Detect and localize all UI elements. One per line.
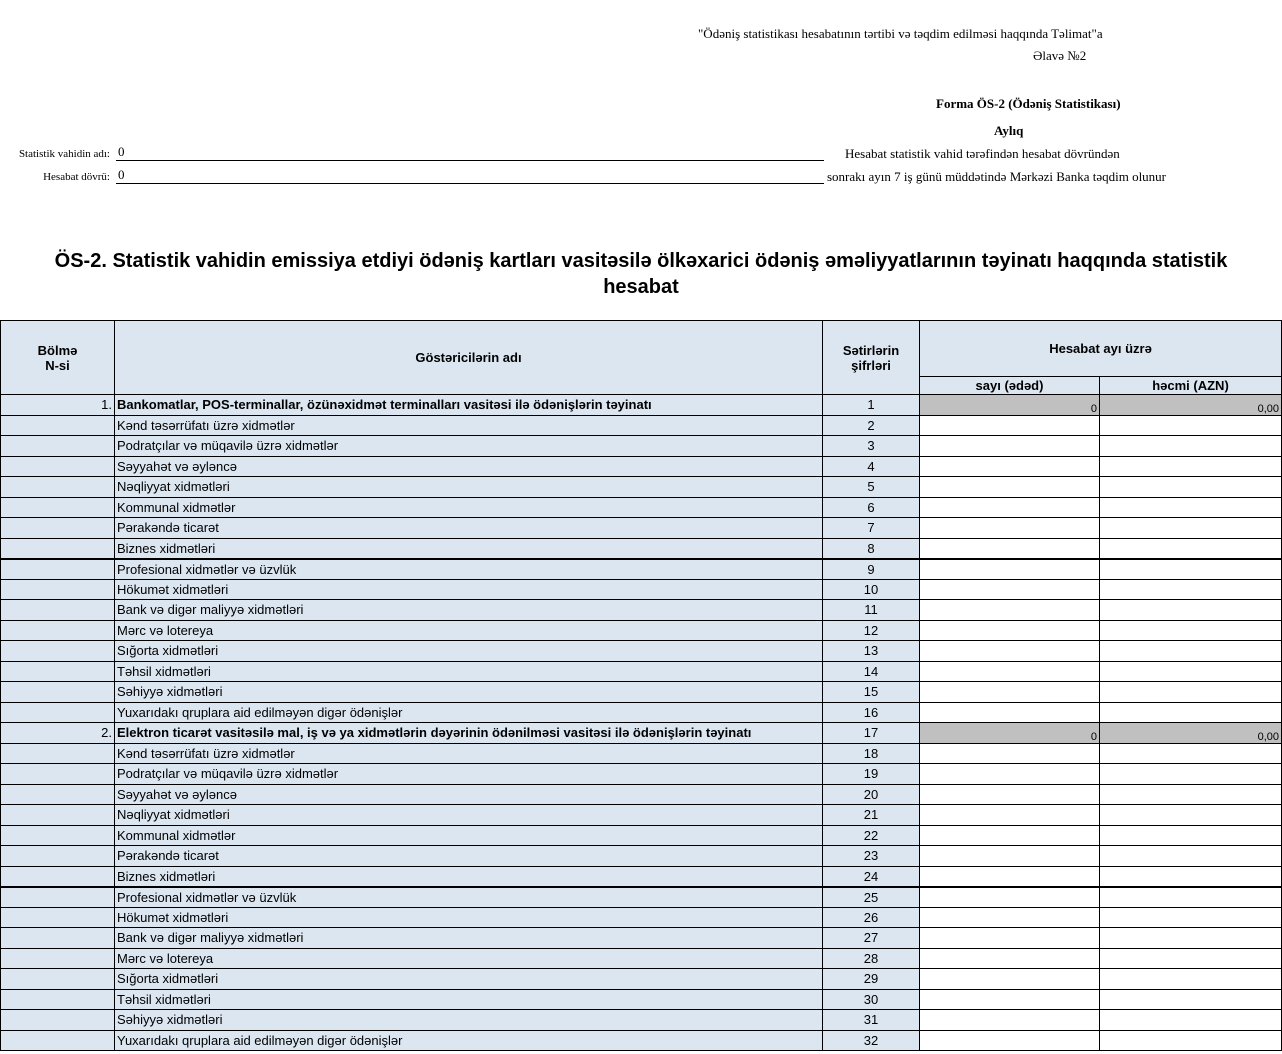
row-code-cell: 30 <box>823 989 920 1010</box>
row-count-cell: 0 <box>920 395 1100 416</box>
row-name-cell: Nəqliyyat xidmətləri <box>115 805 823 826</box>
row-count-cell[interactable] <box>920 702 1100 723</box>
col-section-line1: Bölmə <box>37 342 78 358</box>
row-name-cell: Profesional xidmətlər və üzvlük <box>115 559 823 580</box>
row-volume-cell[interactable] <box>1100 620 1282 641</box>
table-row <box>1 846 1282 867</box>
deadline-line-1: Hesabat statistik vahid tərəfindən hesabat dövründən <box>845 146 1120 161</box>
table-row <box>1 723 1282 744</box>
row-count-cell[interactable] <box>920 907 1100 928</box>
row-code-cell: 28 <box>823 948 920 969</box>
row-volume-cell[interactable] <box>1100 887 1282 908</box>
row-count-cell[interactable] <box>920 846 1100 867</box>
row-code-cell: 22 <box>823 825 920 846</box>
row-count-cell[interactable] <box>920 969 1100 990</box>
row-count-cell: 0 <box>920 723 1100 744</box>
row-section-cell <box>1 641 115 662</box>
row-code-cell: 16 <box>823 702 920 723</box>
row-code-cell: 25 <box>823 887 920 908</box>
row-section-cell <box>1 1030 115 1051</box>
row-name-cell: Səyyahət və əyləncə <box>115 784 823 805</box>
row-section-cell <box>1 415 115 436</box>
row-volume-cell[interactable] <box>1100 866 1282 887</box>
table-row <box>1 436 1282 457</box>
row-volume-cell[interactable] <box>1100 682 1282 703</box>
row-section-cell <box>1 702 115 723</box>
row-code-cell: 1 <box>823 395 920 416</box>
row-volume-cell[interactable] <box>1100 989 1282 1010</box>
row-name-cell: Təhsil xidmətləri <box>115 661 823 682</box>
row-section-cell <box>1 497 115 518</box>
table-row <box>1 538 1282 559</box>
row-section-cell <box>1 538 115 559</box>
row-count-cell[interactable] <box>920 436 1100 457</box>
row-code-cell: 4 <box>823 456 920 477</box>
row-name-cell: Təhsil xidmətləri <box>115 989 823 1010</box>
row-count-cell[interactable] <box>920 477 1100 498</box>
row-volume-cell[interactable] <box>1100 600 1282 621</box>
unit-name-label: Statistik vahidin adı: <box>18 148 110 160</box>
row-name-cell: Yuxarıdakı qruplara aid edilməyən digər ödənişlər <box>115 1030 823 1051</box>
row-section-cell <box>1 784 115 805</box>
table-row <box>1 579 1282 600</box>
row-volume-cell[interactable] <box>1100 846 1282 867</box>
table-row <box>1 1030 1282 1051</box>
row-section-cell <box>1 477 115 498</box>
report-frequency: Aylıq <box>994 123 1024 138</box>
row-code-cell: 32 <box>823 1030 920 1051</box>
row-section-cell <box>1 846 115 867</box>
row-volume-cell[interactable] <box>1100 477 1282 498</box>
row-count-cell[interactable] <box>920 641 1100 662</box>
row-count-cell[interactable] <box>920 415 1100 436</box>
row-volume-cell[interactable] <box>1100 579 1282 600</box>
row-volume-cell[interactable] <box>1100 538 1282 559</box>
table-row <box>1 477 1282 498</box>
row-code-cell: 23 <box>823 846 920 867</box>
row-section-cell <box>1 518 115 539</box>
table-row <box>1 559 1282 580</box>
col-code-line1: Sətirlərin <box>842 342 900 358</box>
row-code-cell: 14 <box>823 661 920 682</box>
row-volume-cell: 0,00 <box>1100 395 1282 416</box>
report-table <box>0 320 1282 1051</box>
table-row <box>1 641 1282 662</box>
row-section-cell <box>1 764 115 785</box>
col-period-header: Hesabat ayı üzrə <box>920 321 1282 377</box>
col-section-line2: N-si <box>45 357 70 373</box>
row-code-cell: 20 <box>823 784 920 805</box>
row-code-cell: 6 <box>823 497 920 518</box>
row-name-cell: Kommunal xidmətlər <box>115 497 823 518</box>
row-count-cell[interactable] <box>920 805 1100 826</box>
row-name-cell: Səhiyyə xidmətləri <box>115 682 823 703</box>
row-section-cell <box>1 682 115 703</box>
table-row <box>1 395 1282 416</box>
row-section-cell: 2. <box>1 723 115 744</box>
row-count-cell[interactable] <box>920 559 1100 580</box>
row-name-cell: Podratçılar və müqavilə üzrə xidmətlər <box>115 764 823 785</box>
row-count-cell[interactable] <box>920 538 1100 559</box>
row-volume-cell[interactable] <box>1100 436 1282 457</box>
row-section-cell: 1. <box>1 395 115 416</box>
row-name-cell: Kənd təsərrüfatı üzrə xidmətlər <box>115 415 823 436</box>
table-row <box>1 805 1282 826</box>
row-volume-cell[interactable] <box>1100 928 1282 949</box>
row-name-cell: Mərc və lotereya <box>115 948 823 969</box>
row-name-cell: Pərakəndə ticarət <box>115 518 823 539</box>
row-volume-cell[interactable] <box>1100 1010 1282 1031</box>
row-code-cell: 10 <box>823 579 920 600</box>
table-row <box>1 456 1282 477</box>
table-row <box>1 702 1282 723</box>
row-code-cell: 13 <box>823 641 920 662</box>
row-name-cell: Pərakəndə ticarət <box>115 846 823 867</box>
row-code-cell: 15 <box>823 682 920 703</box>
row-volume-cell[interactable] <box>1100 702 1282 723</box>
row-name-cell: Yuxarıdakı qruplara aid edilməyən digər ödənişlər <box>115 702 823 723</box>
row-count-cell[interactable] <box>920 600 1100 621</box>
row-volume-cell[interactable] <box>1100 456 1282 477</box>
row-code-cell: 21 <box>823 805 920 826</box>
row-section-cell <box>1 743 115 764</box>
row-name-cell: Səhiyyə xidmətləri <box>115 1010 823 1031</box>
row-section-cell <box>1 907 115 928</box>
row-count-cell[interactable] <box>920 620 1100 641</box>
row-code-cell: 29 <box>823 969 920 990</box>
row-count-cell[interactable] <box>920 866 1100 887</box>
row-name-cell: Elektron ticarət vasitəsilə mal, iş və ya xidmətlərin dəyərinin ödənilməsi vasitəsi ilə ödənişlərin təyinatı <box>115 723 823 744</box>
col-section-header <box>1 321 115 395</box>
row-name-cell: Nəqliyyat xidmətləri <box>115 477 823 498</box>
table-row <box>1 866 1282 887</box>
row-code-cell: 18 <box>823 743 920 764</box>
col-volume-header: həcmi (AZN) <box>1100 377 1282 395</box>
row-count-cell[interactable] <box>920 579 1100 600</box>
row-volume-cell[interactable] <box>1100 784 1282 805</box>
row-section-cell <box>1 559 115 580</box>
row-code-cell: 19 <box>823 764 920 785</box>
table-row <box>1 1010 1282 1031</box>
row-section-cell <box>1 600 115 621</box>
row-name-cell: Hökumət xidmətləri <box>115 579 823 600</box>
row-section-cell <box>1 661 115 682</box>
row-section-cell <box>1 866 115 887</box>
row-count-cell[interactable] <box>920 497 1100 518</box>
table-row <box>1 907 1282 928</box>
table-row <box>1 928 1282 949</box>
row-code-cell: 7 <box>823 518 920 539</box>
row-name-cell: Podratçılar və müqavilə üzrə xidmətlər <box>115 436 823 457</box>
row-count-cell[interactable] <box>920 1010 1100 1031</box>
row-name-cell: Sığorta xidmətləri <box>115 969 823 990</box>
row-name-cell: Profesional xidmətlər və üzvlük <box>115 887 823 908</box>
row-section-cell <box>1 825 115 846</box>
row-volume-cell[interactable] <box>1100 907 1282 928</box>
row-volume-cell[interactable] <box>1100 497 1282 518</box>
row-volume-cell[interactable] <box>1100 661 1282 682</box>
row-section-cell <box>1 579 115 600</box>
row-section-cell <box>1 620 115 641</box>
row-code-cell: 8 <box>823 538 920 559</box>
row-code-cell: 24 <box>823 866 920 887</box>
row-name-cell: Bank və digər maliyyə xidmətləri <box>115 928 823 949</box>
row-volume-cell[interactable] <box>1100 415 1282 436</box>
row-count-cell[interactable] <box>920 764 1100 785</box>
row-count-cell[interactable] <box>920 825 1100 846</box>
row-section-cell <box>1 456 115 477</box>
row-code-cell: 31 <box>823 1010 920 1031</box>
table-row <box>1 825 1282 846</box>
row-name-cell: Bank və digər maliyyə xidmətləri <box>115 600 823 621</box>
row-code-cell: 11 <box>823 600 920 621</box>
row-code-cell: 2 <box>823 415 920 436</box>
row-count-cell[interactable] <box>920 456 1100 477</box>
row-volume-cell[interactable] <box>1100 518 1282 539</box>
row-code-cell: 12 <box>823 620 920 641</box>
table-row <box>1 969 1282 990</box>
row-volume-cell[interactable] <box>1100 969 1282 990</box>
row-name-cell: Sığorta xidmətləri <box>115 641 823 662</box>
col-code-header <box>823 321 920 395</box>
col-code-line2: şifrləri <box>851 357 891 373</box>
row-code-cell: 3 <box>823 436 920 457</box>
row-section-cell <box>1 805 115 826</box>
row-code-cell: 9 <box>823 559 920 580</box>
row-volume-cell[interactable] <box>1100 825 1282 846</box>
row-section-cell <box>1 969 115 990</box>
row-volume-cell[interactable] <box>1100 1030 1282 1051</box>
row-volume-cell[interactable] <box>1100 764 1282 785</box>
row-section-cell <box>1 989 115 1010</box>
row-volume-cell[interactable] <box>1100 559 1282 580</box>
deadline-line-2: sonrakı ayın 7 iş günü müddətində Mərkəzi Banka təqdim olunur <box>827 169 1167 184</box>
row-volume-cell[interactable] <box>1100 948 1282 969</box>
row-name-cell: Səyyahət və əyləncə <box>115 456 823 477</box>
table-row <box>1 600 1282 621</box>
table-row <box>1 989 1282 1010</box>
row-name-cell: Biznes xidmətləri <box>115 866 823 887</box>
table-row <box>1 948 1282 969</box>
row-count-cell[interactable] <box>920 928 1100 949</box>
table-row <box>1 620 1282 641</box>
row-count-cell[interactable] <box>920 682 1100 703</box>
form-name: Forma ÖS-2 (Ödəniş Statistikası) <box>936 96 1121 111</box>
row-section-cell <box>1 887 115 908</box>
table-row <box>1 661 1282 682</box>
table-row <box>1 518 1282 539</box>
row-section-cell <box>1 1010 115 1031</box>
table-row <box>1 887 1282 908</box>
row-volume-cell[interactable] <box>1100 805 1282 826</box>
period-label: Hesabat dövrü: <box>43 171 110 183</box>
row-code-cell: 27 <box>823 928 920 949</box>
appendix-number: Əlavə №2 <box>1033 48 1087 63</box>
row-count-cell[interactable] <box>920 887 1100 908</box>
row-count-cell[interactable] <box>920 1030 1100 1051</box>
table-row <box>1 415 1282 436</box>
row-count-cell[interactable] <box>920 989 1100 1010</box>
row-name-cell: Bankomatlar, POS-terminallar, özünəxidmət terminalları vasitəsi ilə ödənişlərin təyinatı <box>115 395 823 416</box>
row-code-cell: 17 <box>823 723 920 744</box>
col-name-header: Göstəricilərin adı <box>115 321 823 395</box>
row-code-cell: 26 <box>823 907 920 928</box>
row-count-cell[interactable] <box>920 948 1100 969</box>
row-name-cell: Hökumət xidmətləri <box>115 907 823 928</box>
row-section-cell <box>1 436 115 457</box>
col-count-header: sayı (ədəd) <box>920 377 1100 395</box>
period-field[interactable]: 0 <box>116 168 824 184</box>
instruction-reference: "Ödəniş statistikası hesabatının tərtibi və təqdim edilməsi haqqında Təlimat"a <box>698 26 1103 41</box>
table-row <box>1 764 1282 785</box>
row-count-cell[interactable] <box>920 743 1100 764</box>
row-name-cell: Biznes xidmətləri <box>115 538 823 559</box>
row-section-cell <box>1 928 115 949</box>
row-name-cell: Kommunal xidmətlər <box>115 825 823 846</box>
table-row <box>1 497 1282 518</box>
table-row <box>1 682 1282 703</box>
row-count-cell[interactable] <box>920 784 1100 805</box>
row-volume-cell[interactable] <box>1100 641 1282 662</box>
row-code-cell: 5 <box>823 477 920 498</box>
row-volume-cell[interactable] <box>1100 743 1282 764</box>
row-name-cell: Mərc və lotereya <box>115 620 823 641</box>
table-row <box>1 743 1282 764</box>
page-title: ÖS-2. Statistik vahidin emissiya etdiyi ödəniş kartları vasitəsilə ölkəxarici ödəniş əməliyyatlarının təyinatı haqqında statistik hesabat <box>54 250 1228 298</box>
row-count-cell[interactable] <box>920 661 1100 682</box>
row-section-cell <box>1 948 115 969</box>
table-row <box>1 784 1282 805</box>
unit-name-field[interactable]: 0 <box>116 145 824 161</box>
row-name-cell: Kənd təsərrüfatı üzrə xidmətlər <box>115 743 823 764</box>
row-volume-cell: 0,00 <box>1100 723 1282 744</box>
row-count-cell[interactable] <box>920 518 1100 539</box>
